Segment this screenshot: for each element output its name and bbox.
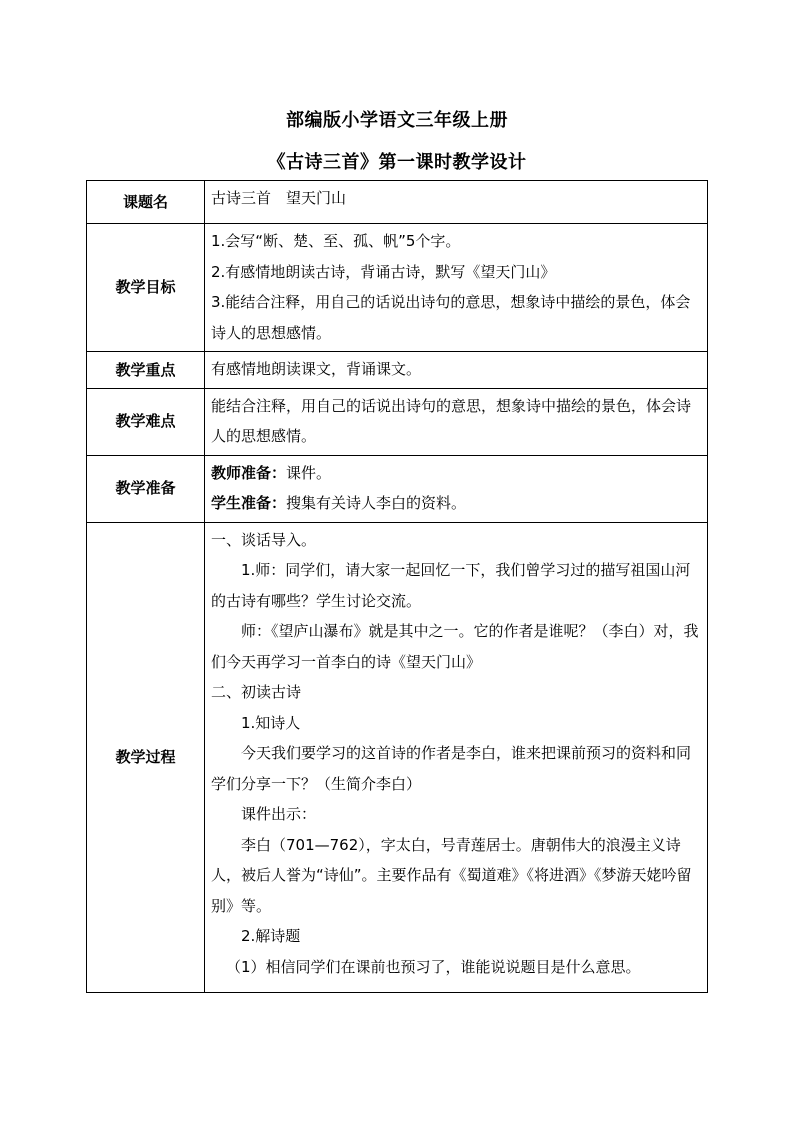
row-label-process: 教学过程 bbox=[87, 522, 205, 992]
process-line: 师：《望庐山瀑布》就是其中之一。它的作者是谁呢？（李白）对，我们今天再学习一首李白的诗《望天门山》 bbox=[211, 622, 699, 671]
row-content-prep bbox=[205, 455, 708, 522]
student-prep-label: 学生准备： bbox=[211, 494, 287, 512]
row-label-goals: 教学目标 bbox=[87, 224, 205, 352]
topic-text: 古诗三首 望天门山 bbox=[211, 189, 347, 207]
row-label-prep: 教学准备 bbox=[87, 455, 205, 522]
document-title: 部编版小学语文三年级上册 bbox=[286, 110, 508, 131]
teacher-prep-line bbox=[211, 458, 701, 489]
student-prep-line bbox=[211, 488, 701, 519]
process-line: 一、谈话导入。 bbox=[211, 530, 317, 549]
row-content-process bbox=[205, 522, 708, 992]
row-label-focus: 教学重点 bbox=[87, 352, 205, 389]
table-row-prep bbox=[87, 455, 708, 522]
document-subtitle: 《古诗三首》第一课时教学设计 bbox=[267, 152, 527, 173]
process-line: 李白（701—762），字太白，号青莲居士。唐朝伟大的浪漫主义诗人，被后人誉为“诗仙”。主要作品有《蜀道难》《将进酒》《梦游天姥吟留别》等。 bbox=[211, 835, 692, 915]
row-content-topic bbox=[205, 181, 708, 224]
row-label-difficulty: 教学难点 bbox=[87, 388, 205, 455]
row-content-goals bbox=[205, 224, 708, 352]
process-line: 1.知诗人 bbox=[241, 713, 301, 732]
row-content-focus bbox=[205, 352, 708, 389]
process-line: 今天我们要学习的这首诗的作者是李白，谁来把课前预习的资料和同学们分享一下？（生简介李白） bbox=[211, 744, 692, 793]
row-content-difficulty bbox=[205, 388, 708, 455]
process-line: （1）相信同学们在课前也预习了，谁能说说题目是什么意思。 bbox=[226, 957, 641, 976]
table-row-topic bbox=[87, 181, 708, 224]
row-label-topic: 课题名 bbox=[87, 181, 205, 224]
teacher-prep-label: 教师准备： bbox=[211, 463, 287, 482]
student-prep-text: 搜集有关诗人李白的资料。 bbox=[286, 494, 467, 512]
process-line: 1.师：同学们，请大家一起回忆一下，我们曾学习过的描写祖国山河的古诗有哪些？学生讨论交流。 bbox=[211, 561, 691, 610]
difficulty-text: 能结合注释，用自己的话说出诗句的意思，想象诗中描绘的景色，体会诗人的思想感情。 bbox=[211, 396, 692, 445]
teacher-prep-text: 课件。 bbox=[286, 463, 332, 482]
lesson-plan-table bbox=[86, 180, 708, 993]
goal-line: 1.会写“断、楚、至、孤、帆”5个字。 bbox=[211, 232, 461, 250]
process-line: 课件出示： bbox=[241, 805, 317, 823]
table-row-process bbox=[87, 522, 708, 992]
process-line: 2.解诗题 bbox=[241, 927, 301, 945]
table-row-goals bbox=[87, 224, 708, 352]
process-line: 二、初读古诗 bbox=[211, 683, 302, 701]
table-row-focus bbox=[87, 352, 708, 389]
goal-line: 3.能结合注释，用自己的话说出诗句的意思，想象诗中描绘的景色，体会诗人的思想感情。 bbox=[211, 293, 691, 342]
goal-line: 2.有感情地朗读古诗，背诵古诗，默写《望天门山》 bbox=[211, 262, 556, 281]
focus-text: 有感情地朗读课文，背诵课文。 bbox=[211, 360, 422, 378]
table-row-difficulty bbox=[87, 388, 708, 455]
